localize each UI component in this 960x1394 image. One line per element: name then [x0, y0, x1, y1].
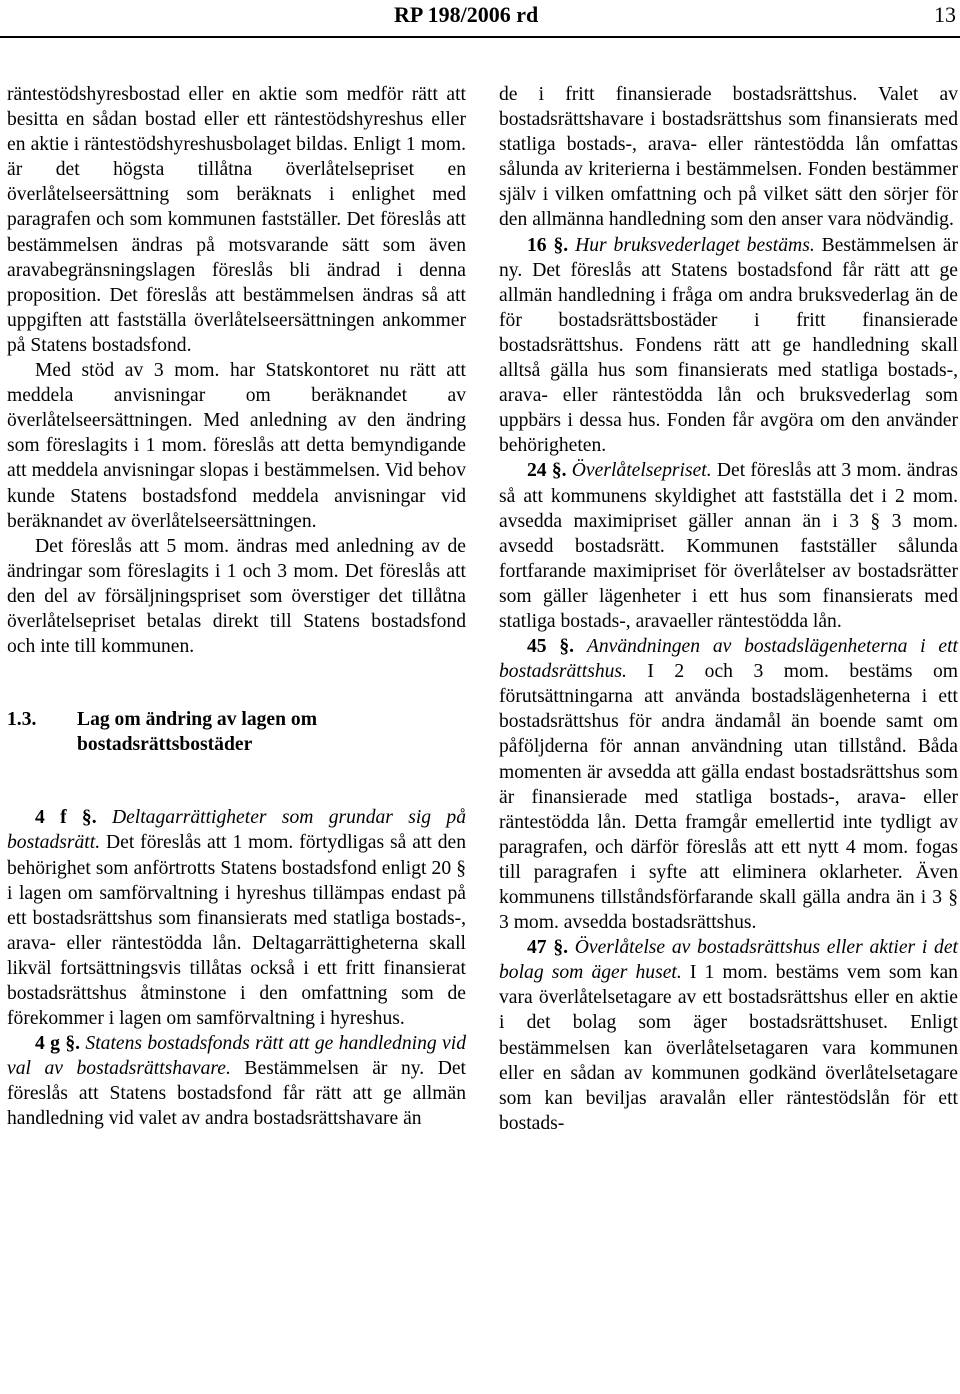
- section-title: Användningen av bostadslägenheterna i ett bostadsrättshus.: [499, 636, 958, 683]
- section-title: Överlåtelse av bostadsrättshus eller aktier i det bolag som äger huset.: [499, 937, 958, 984]
- paragraph-text: I 1 mom. bestäms vem som kan vara överlåtelsetagare av ett bostadsrättshus eller en aktie i det bolag som äger bostadsrättshuset. Enligt bestämmelsen kan överlåtelsetagaren vara kommunen eller en sådan av kommunen godkänd överlåtelsetagare som kan beviljas aravalån eller räntestödslån för ett bostads-: [499, 962, 958, 1134]
- page-header: [0, 0, 960, 30]
- paragraph-text: Det föreslås att 3 mom. ändras så att kommunens skyldighet att fastställa det i 2 mom. avsedda maximipriset gäller annan än i 3 § 3 mom. avsedd bostadsrätt. Kommunen fastställer sålunda fortfarande maximipriset för överlåtelser av bostadsrätter som gäller lägenheter i ett hus som finansierats med statliga bostads-, aravaeller räntestödda lån.: [499, 460, 959, 632]
- page-number: 13: [934, 2, 956, 27]
- section-heading-text: Lag om ändring av lagen om bostadsrättsbostäder: [77, 709, 318, 756]
- section-number: 16 §.: [527, 234, 569, 256]
- document-reference: RP 198/2006 rd: [394, 2, 539, 27]
- section-number: 4 f §.: [35, 807, 97, 829]
- paragraph: [7, 805, 466, 1031]
- section-title: Deltagarrättigheter som grundar sig på bostadsrätt.: [7, 807, 466, 854]
- section-number: 24 §.: [527, 460, 567, 482]
- paragraph: [7, 1031, 466, 1131]
- header-rule: [0, 36, 960, 38]
- paragraph: Med stöd av 3 mom. har Statskontoret nu rätt att meddela anvisningar om beräknandet av överlåtelseersättningen. Med anledning av den ändring som föreslagits i 1 mom. föreslås att detta bemyndigande att meddela anvisningar slopas i bestämmelsen. Vid behov kunde Statens bostadsfond meddela anvisningar vid beräknandet av överlåtelseersättningen.: [7, 360, 466, 532]
- section-number: 47 §.: [527, 937, 569, 959]
- paragraph-text: Bestämmelsen är ny. Det föreslås att Statens bostadsfond får rätt att ge allmän handledning vid valet av andra bostadsrättshavare än: [7, 1058, 466, 1130]
- paragraph-text: Bestämmelsen är ny. Det föreslås att Statens bostadsfond får rätt att ge allmän handledning i fråga om andra bruksvederlag än de för bostadsrättsbostäder i fritt finansierade bostadsrättshus. Fondens rätt att ge handledning skall alltså gälla hus som finansierats med statliga bostads-, arava- eller räntestödda lån och bruksvederlag som uppbärs i dessa hus. Fonden får avgöra om den använder behörigheten.: [499, 234, 958, 457]
- paragraph: de i fritt finansierade bostadsrättshus. Valet av bostadsrättshavare i bostadsrättshus som finansierats med statliga bostads-, arava- eller räntestödda lån omfattas sålunda av kriterierna i bestämmelsen. Fonden bestämmer själv i vilken omfattning och på vilket sätt den sörjer för den allmänna handledning som den anser vara nödvändig.: [499, 84, 958, 231]
- paragraph: [499, 458, 958, 634]
- paragraph-text: Det föreslås att 1 mom. förtydligas så att den behörighet som anförtrotts Statens bostadsfond enligt 20 § i lagen om samförvaltning i hyreshus tillämpas endast på ett bostadsrättshus som finansierats med statliga bostads-, arava- eller räntestödda lån. Deltagarrättigheterna skall likväl fortsättningsvis tillåtas också i ett fritt finansierat bostadsrättshus åtminstone i den omfattning som de förekommer i lagen om samförvaltning i hyreshus.: [7, 832, 466, 1030]
- paragraph: räntestödshyresbostad eller en aktie som medför rätt att besitta en sådan bostad eller ett räntestödshyreshus eller en aktie i räntestödshyreshusbolaget bildas. Enligt 1 mom. är det högsta tillåtna överlåtelsepriset en överlåtelseersättning som beräknats i enlighet med paragrafen och som kommunen fastställer. Det föreslås att bestämmelsen ändras på motsvarande sätt som även aravabegränsningslagen föreslås bli ändrad i denna proposition. Det föreslås att bestämmelsen ändras så att uppgiften att fastställa överlåtelseersättningen ankommer på Statens bostadsfond.: [7, 84, 466, 356]
- section-title: Hur bruksvederlaget bestäms.: [575, 234, 815, 256]
- paragraph: [499, 935, 958, 1136]
- section-number: 45 §.: [527, 636, 575, 658]
- paragraph: [499, 233, 958, 459]
- paragraph: [499, 634, 958, 935]
- right-column: [499, 82, 958, 1136]
- section-title: Statens bostadsfonds rätt att ge handledning vid val av bostadsrättshavare.: [7, 1033, 466, 1080]
- section-heading-number: 1.3.: [7, 709, 37, 731]
- paragraph-text: I 2 och 3 mom. bestäms om förutsättningarna att använda bostadslägenheterna i ett bostadsrättshus för andra ändamål än boende samt om påföljderna för annan användning utan tillstånd. Båda momenten är avsedda att gälla endast bostadsrättshus som är finansierade med statliga bostads-, arava- eller räntestödda lån. Detta framgår emellertid inte tydligt av paragrafen, och därför föreslås att ett nytt 4 mom. fogas till paragrafen i syfte att eliminera oklarheter. Även kommunens tillståndsförfarande skall gälla andra än i 3 § 3 mom. avsedda bostadsrättshus.: [499, 661, 958, 934]
- section-heading: [7, 707, 466, 757]
- left-column: [7, 82, 466, 1132]
- paragraph: Det föreslås att 5 mom. ändras med anledning av de ändringar som föreslagits i 1 och 3 mom. Det föreslås att den del av försäljningspriset som överstiger det tillåtna överlåtelsepriset betalas direkt till Statens bostadsfond och inte till kommunen.: [7, 535, 466, 658]
- section-number: 4 g §.: [35, 1033, 81, 1055]
- section-title: Överlåtelsepriset.: [571, 460, 712, 482]
